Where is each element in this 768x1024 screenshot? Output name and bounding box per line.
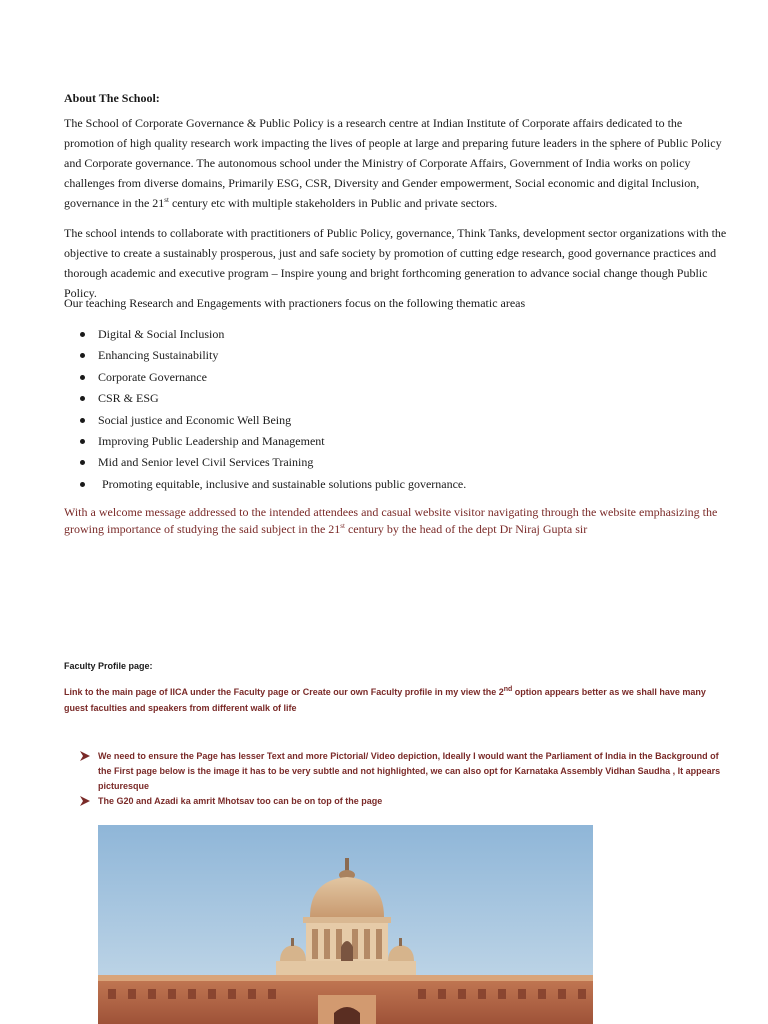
- about-heading: About The School:: [64, 91, 160, 105]
- list-item: [78, 474, 466, 495]
- bullet-icon: [80, 396, 85, 401]
- about-paragraph-2: The school intends to collaborate with practitioners of Public Policy, governance, Think Tanks, development sector organizations with the objective to create a sustainably prosperous, just and safe society by promotion of cutting edge research, good governance practices and thorough academic and executive program – Inspire young and bright forthcoming generation to advance social change though Public Policy.: [64, 226, 727, 300]
- about-paragraph-1: [64, 113, 734, 213]
- list-item-text: The G20 and Azadi ka amrit Mhotsav too can be on top of the page: [98, 796, 383, 806]
- faculty-points-list: [80, 749, 730, 809]
- list-item-text: Mid and Senior level Civil Services Training: [98, 455, 314, 470]
- list-item-text: Enhancing Sustainability: [98, 348, 219, 363]
- list-item-text: We need to ensure the Page has lesser Text and more Pictorial/ Video depiction, Ideally I would want the Parliament of India in the Background of the First page below is the image it has to be very subtle and not highlighted, we can also opt for Karnataka Assembly Vidhan Saudha , It appears picturesque: [98, 751, 721, 791]
- bullet-icon: [80, 482, 85, 487]
- list-item: [78, 345, 466, 366]
- superscript: nd: [503, 686, 513, 693]
- list-item-text: CSR & ESG: [98, 391, 159, 406]
- welcome-note: [64, 504, 724, 538]
- list-item: [78, 367, 466, 388]
- bullet-icon: [80, 460, 85, 465]
- faculty-link-end: option appears better as we shall have many guest faculties and speakers from different walk of life: [64, 687, 706, 713]
- list-item: [78, 410, 466, 431]
- list-item: [78, 324, 466, 345]
- bullet-icon: [80, 439, 85, 444]
- list-item-text: Digital & Social Inclusion: [98, 327, 225, 341]
- list-item-text: Improving Public Leadership and Management: [98, 433, 325, 448]
- list-item: [78, 388, 466, 409]
- welcome-note-end: century by the head of the dept Dr Niraj Gupta sir: [344, 522, 588, 536]
- superscript: st: [340, 522, 345, 530]
- about-paragraph-1-end: century etc with multiple stakeholders in Public and private sectors.: [168, 196, 498, 210]
- list-item: [80, 794, 730, 809]
- superscript: st: [164, 196, 169, 204]
- list-item: [78, 431, 466, 452]
- list-item-text: Promoting equitable, inclusive and sustainable solutions public governance.: [102, 476, 467, 491]
- parliament-building-photo: [98, 825, 593, 1024]
- thematic-areas-list: [78, 324, 466, 495]
- list-item: [80, 749, 730, 794]
- faculty-link-text: Link to the main page of IICA under the Faculty page or Create our own Faculty profile in my view the 2: [64, 687, 504, 697]
- list-item-text: Corporate Governance: [98, 369, 207, 384]
- about-paragraph-3: Our teaching Research and Engagements with practioners focus on the following thematic areas: [64, 296, 526, 310]
- about-paragraph-1-text: The School of Corporate Governance & Public Policy is a research centre at Indian Institute of Corporate affairs dedicated to the promotion of high quality research work impacting the lives of people at large and preparing future leaders in the sphere of Public Policy and Corporate governance. The autonomous school under the Ministry of Corporate Affairs, Government of India works on policy challenges from diverse domains, Primarily ESG, CSR, Diversity and Gender empowerment, Social economic and digital Inclusion, governance in the 21: [64, 116, 722, 210]
- list-item: [78, 452, 466, 473]
- bullet-icon: [80, 332, 85, 337]
- bullet-icon: [80, 375, 85, 380]
- welcome-note-text: With a welcome message addressed to the intended attendees and casual website visitor navigating through the website emphasizing the growing importance of studying the said subject in the 21: [64, 505, 718, 536]
- parliament-dome-image: [98, 825, 593, 1024]
- bullet-icon: [80, 418, 85, 423]
- arrow-bullet-icon: [80, 796, 90, 806]
- faculty-link-note: [64, 684, 714, 716]
- arrow-bullet-icon: [80, 751, 90, 761]
- bullet-icon: [80, 353, 85, 358]
- list-item-text: Social justice and Economic Well Being: [98, 412, 292, 427]
- faculty-profile-heading: Faculty Profile page:: [64, 661, 153, 671]
